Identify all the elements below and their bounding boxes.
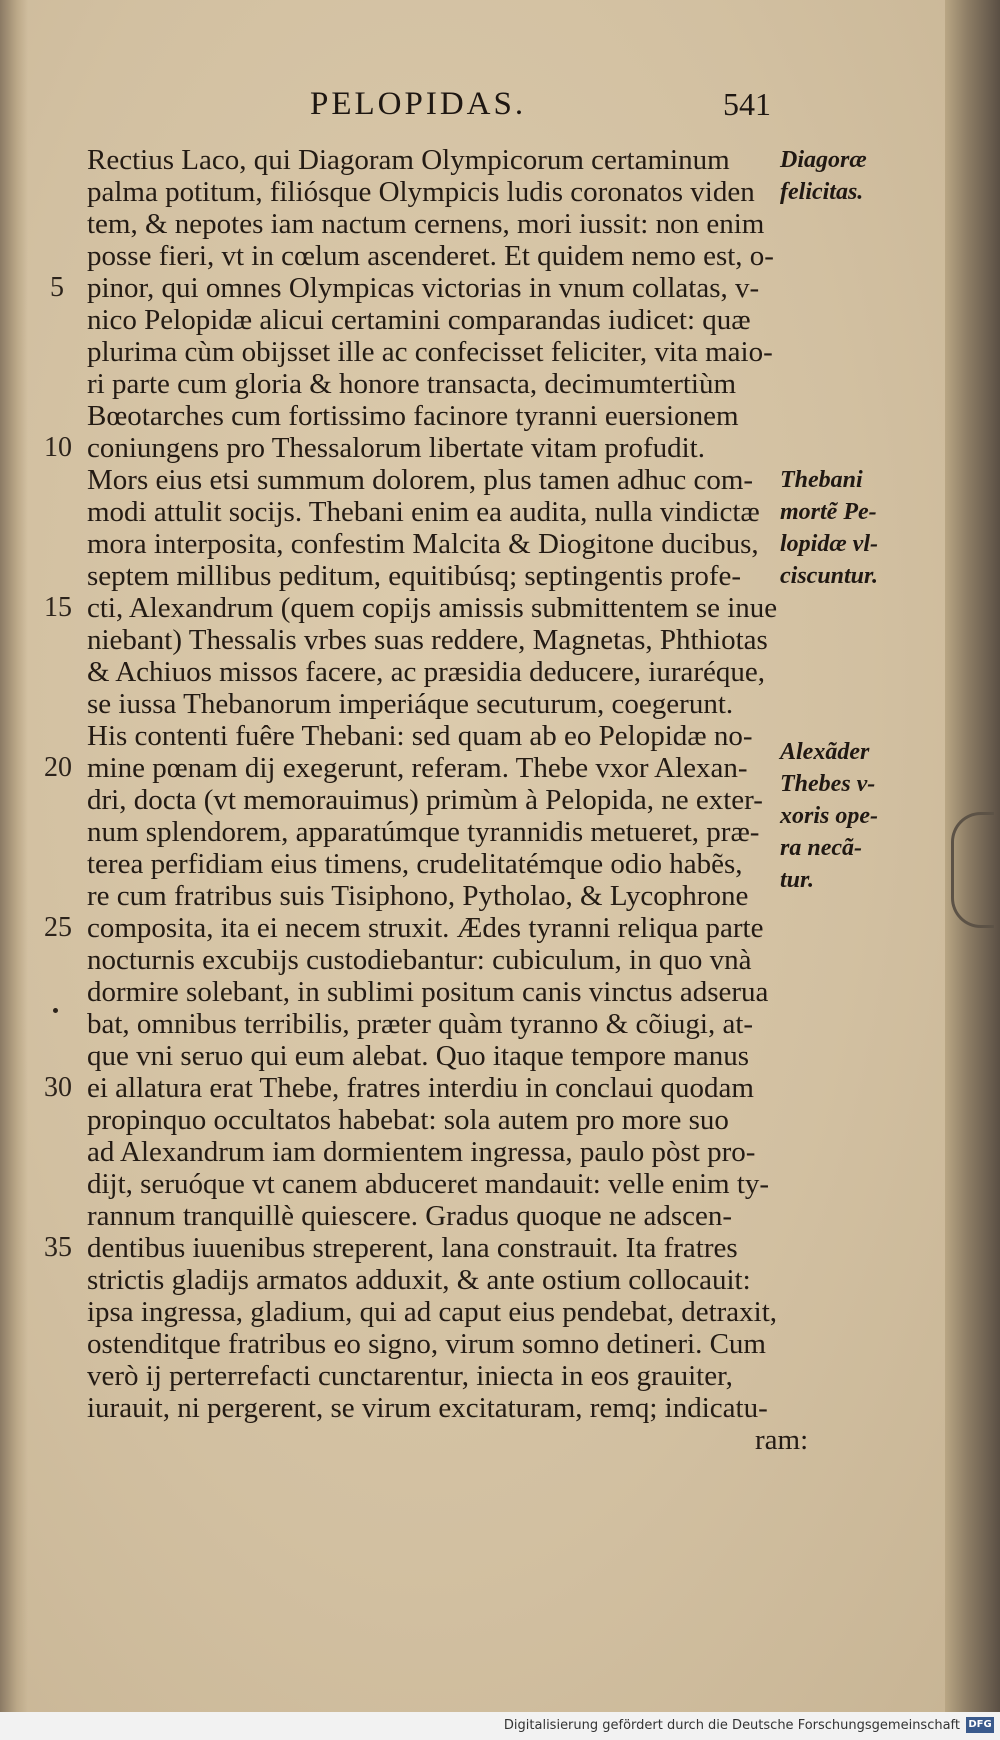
line-number: 30 — [44, 1072, 72, 1103]
text-line: ipsa ingressa, gladium, qui ad caput eius pendebat, detraxit, — [87, 1296, 777, 1328]
sidenote-line: tur. — [780, 867, 815, 893]
text-line: bat, omnibus terribilis, præter quàm tyranno & cõiugi, at- — [87, 1008, 754, 1040]
text-line: dijt, seruóque vt canem abduceret mandauit: velle enim ty- — [87, 1168, 770, 1200]
text-line: ostenditque fratribus eo signo, virum somno detineri. Cum — [87, 1328, 766, 1360]
text-line: niebant) Thessalis vrbes suas reddere, Magnetas, Phthiotas — [87, 624, 768, 656]
page-edge — [945, 0, 1000, 1712]
sidenote-line: Diagoræ — [780, 147, 867, 173]
text-line: propinquo occultatos habebat: sola autem pro more suo — [87, 1104, 729, 1136]
text-line: cti, Alexandrum (quem copijs amissis submittentem se inue — [87, 592, 778, 624]
text-line: dentibus iuuenibus streperent, lana constrauit. Ita fratres — [87, 1232, 738, 1264]
line-number: 5 — [50, 272, 64, 303]
text-line: Mors eius etsi summum dolorem, plus tamen adhuc com- — [87, 464, 754, 496]
text-line: & Achiuos missos facere, ac præsidia deducere, iuraréque, — [87, 656, 766, 688]
line-number: 10 — [44, 432, 72, 463]
text-line: modi attulit socijs. Thebani enim ea audita, nulla vindictæ — [87, 496, 760, 528]
page-gutter — [0, 0, 28, 1712]
text-line: composita, ita ei necem struxit. Ædes tyranni reliqua parte — [87, 912, 764, 944]
text-line: septem millibus peditum, equitibúsq; septingentis profe- — [87, 560, 742, 592]
text-line: ri parte cum gloria & honore transacta, decimumtertiùm — [87, 368, 737, 400]
sidenote-line: xoris ope- — [780, 803, 878, 829]
sidenote-line: ra necã- — [780, 835, 862, 861]
text-line: plurima cùm obijsset ille ac confecisset feliciter, vita maio- — [87, 336, 773, 368]
line-number: 15 — [44, 592, 72, 623]
sidenote-line: mortẽ Pe- — [780, 499, 877, 525]
margin-dot — [53, 1008, 58, 1013]
sidenote-line: felicitas. — [780, 179, 864, 205]
sidenote-line: ciscuntur. — [780, 563, 879, 589]
text-line: His contenti fuêre Thebani: sed quam ab eo Pelopidæ no- — [87, 720, 753, 752]
text-line: iurauit, ni pergerent, se virum excitaturam, remq; indicatu- — [87, 1392, 768, 1424]
line-number: 20 — [44, 752, 72, 783]
text-line: nico Pelopidæ alicui certamini comparandas iudicet: quæ — [87, 304, 751, 336]
text-line: tem, & nepotes iam nactum cernens, mori iussit: non enim — [87, 208, 765, 240]
running-head: PELOPIDAS. — [310, 86, 527, 122]
sidenote-line: lopidæ vl- — [780, 531, 878, 557]
text-line: coniungens pro Thessalorum libertate vitam profudit. — [87, 432, 705, 464]
text-line: terea perfidiam eius timens, crudelitatémque odio habẽs, — [87, 848, 743, 880]
text-line: se iussa Thebanorum imperiáque secuturum, coegerunt. — [87, 688, 734, 720]
text-line: verò ij perterrefacti cunctarentur, iniecta in eos grauiter, — [87, 1360, 733, 1392]
text-line: pinor, qui omnes Olympicas victorias in vnum collatas, v- — [87, 272, 760, 304]
sidenote-line: Alexãder — [780, 739, 870, 765]
text-line: dri, docta (vt memorauimus) primùm à Pelopida, ne exter- — [87, 784, 763, 816]
text-line: nocturnis excubijs custodiebantur: cubiculum, in quo vnà — [87, 944, 752, 976]
dfg-logo: DFG — [966, 1717, 994, 1733]
text-line: dormire solebant, in sublimi positum canis vinctus adserua — [87, 976, 769, 1008]
footer-credit: Digitalisierung gefördert durch die Deutsche Forschungsgemeinschaft — [503, 1718, 960, 1733]
text-line: palma potitum, filiósque Olympicis ludis coronatos viden — [87, 176, 755, 208]
text-line: ad Alexandrum iam dormientem ingressa, paulo pòst pro- — [87, 1136, 756, 1168]
catchword: ram: — [755, 1424, 809, 1456]
text-line: que vni seruo qui eum alebat. Quo itaque tempore manus — [87, 1040, 749, 1072]
text-line: Bœotarches cum fortissimo facinore tyranni euersionem — [87, 400, 739, 432]
text-line: Rectius Laco, qui Diagoram Olympicorum certaminum — [87, 144, 730, 176]
sidenote-line: Thebani — [780, 467, 863, 493]
page-number: 541 — [723, 86, 771, 122]
text-line: num splendorem, apparatúmque tyrannidis metueret, præ- — [87, 816, 760, 848]
line-number: 25 — [44, 912, 72, 943]
text-line: mora interposita, confestim Malcita & Diogitone ducibus, — [87, 528, 759, 560]
footer-bar — [0, 1712, 1000, 1740]
line-number: 35 — [44, 1232, 72, 1263]
text-line: rannum tranquillè quiescere. Gradus quoque ne adscen- — [87, 1200, 733, 1232]
sidenote-line: Thebes v- — [780, 771, 876, 797]
text-line: re cum fratribus suis Tisiphono, Pytholao, & Lycophrone — [87, 880, 749, 912]
text-line: posse fieri, vt in cœlum ascenderet. Et quidem nemo est, o- — [87, 240, 774, 272]
text-line: ei allatura erat Thebe, fratres interdiu in conclaui quodam — [87, 1072, 754, 1104]
scan-clip — [951, 812, 994, 928]
text-line: strictis gladijs armatos adduxit, & ante ostium collocauit: — [87, 1264, 751, 1296]
text-line: mine pœnam dij exegerunt, referam. Thebe vxor Alexan- — [87, 752, 748, 784]
